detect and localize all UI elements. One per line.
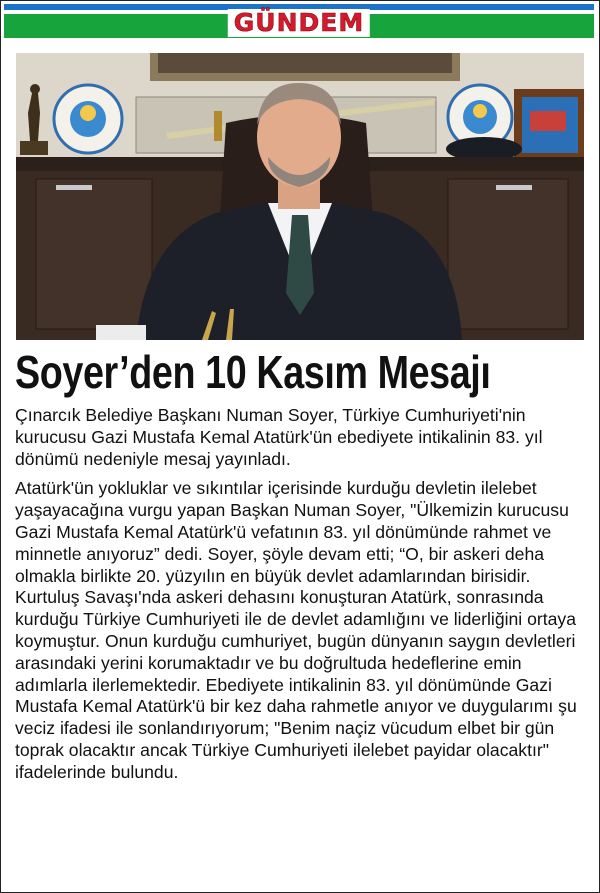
banner-white-stripe-bottom [4, 38, 594, 40]
framed-picture [514, 89, 584, 161]
paragraph-intro: Çınarcık Belediye Başkanı Numan Soyer, Türkiye Cumhuriyeti'nin kurucusu Gazi Mustafa Kemal Atatürk'ün ebediyete intikalinin 83. yıl dönümü nedeniyle mesaj yayınladı. [15, 405, 543, 469]
headline: Soyer’den 10 Kasım Mesajı [15, 346, 491, 398]
decorative-plate-left [54, 85, 122, 153]
article-body [15, 405, 587, 792]
desk-item [96, 325, 146, 340]
section-banner [4, 4, 594, 40]
section-title: GÜNDEM [228, 9, 370, 37]
paragraph-main: Atatürk'ün yokluklar ve sıkıntılar içerisinde kurduğu devletin ilelebet yaşayacağına vurgu yapan Başkan Numan Soyer, "Ülkemizin kurucusu Gazi Mustafa Kemal Atatürk'ü vefatının 83. yıl dönümünde rahmet ve minnetle anıyoruz” dedi. Soyer, şöyle devam etti; “O, bir askeri deha olmakla birlikte 20. yüzyılın en büyük devlet adamlarından birisidir. Kurtuluş Savaşı'nda askeri dehasını konuşturan Atatürk, sonrasında kurduğu Türkiye Cumhuriyeti ile de devlet adamlığını ve liderliğini ortaya koymuştur. Onun kurduğu cumhuriyet, bugün dünyanın saygın devletleri arasındaki yerini korumaktadır ve bu doğrultuda hedeflerine emin adımlarla ilerlemektedir. Ebediyete intikalinin 83. yıl dönümünde Gazi Mustafa Kemal Atatürk'ü bir kez daha rahmetle anıyor ve duygularımı şu veciz ifadesi ile sonlandırıyorum; "Benim naçiz vücudum elbet bir gün toprak olacaktır ancak Türkiye Cumhuriyeti ilelebet payidar olacaktır" ifadelerinde bulundu. [15, 478, 577, 782]
article-photo [16, 53, 584, 340]
